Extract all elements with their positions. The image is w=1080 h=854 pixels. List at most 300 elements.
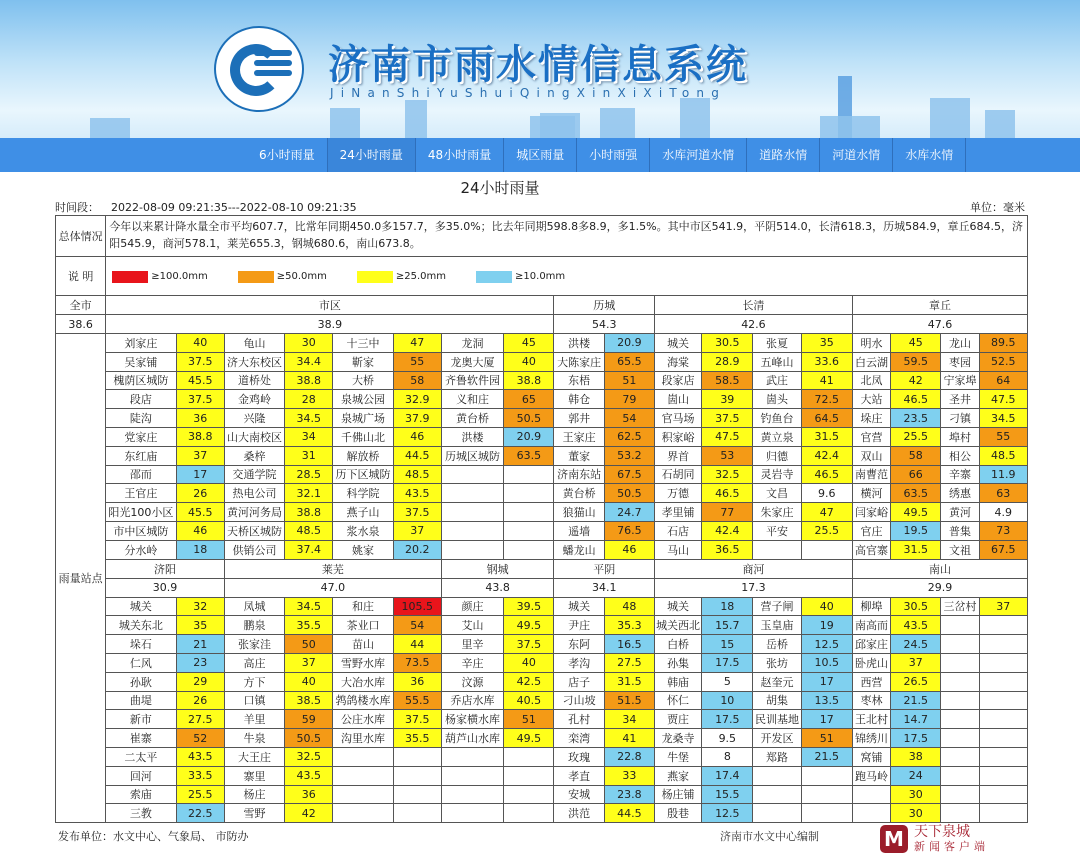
station-name xyxy=(941,616,979,635)
station-name: 崮头 xyxy=(753,390,801,409)
station-name: 东红庙 xyxy=(106,446,176,465)
station-name: 颜庄 xyxy=(441,597,503,616)
station-name: 槐荫区城防 xyxy=(106,371,176,390)
station-name: 牛堡 xyxy=(654,747,701,766)
station-name: 北凤 xyxy=(852,371,890,390)
rainfall-value: 42 xyxy=(285,804,333,823)
station-name: 燕子山 xyxy=(333,503,393,522)
station-name: 刁镇 xyxy=(941,409,979,428)
station-name: 孙耿 xyxy=(106,672,176,691)
station-name: 韩仓 xyxy=(554,390,604,409)
station-name xyxy=(441,766,503,785)
region-name: 南山 xyxy=(852,559,1027,578)
rainfall-value: 15.5 xyxy=(702,785,753,804)
rainfall-value: 25.5 xyxy=(176,785,224,804)
station-name: 普集 xyxy=(941,521,979,540)
rainfall-value xyxy=(504,540,554,559)
station-name: 鹏泉 xyxy=(224,616,284,635)
rainfall-value: 44.5 xyxy=(393,446,441,465)
station-name: 辛寨 xyxy=(941,465,979,484)
rainfall-value: 59.5 xyxy=(891,352,941,371)
rainfall-value: 28 xyxy=(285,390,333,409)
rainfall-value: 52.5 xyxy=(979,352,1027,371)
region-avg: 38.9 xyxy=(106,315,554,334)
rainfall-value: 46.5 xyxy=(891,390,941,409)
rainfall-value xyxy=(979,635,1027,654)
page-title: 24小时雨量 xyxy=(460,179,540,197)
station-name: 洪楼 xyxy=(441,427,503,446)
nav-tab[interactable]: 河道水情 xyxy=(820,138,893,172)
rainfall-value: 30 xyxy=(891,785,941,804)
rainfall-value: 30.5 xyxy=(891,597,941,616)
rainfall-value: 42.5 xyxy=(504,672,554,691)
rainfall-value: 38 xyxy=(891,747,941,766)
station-name: 洪楼 xyxy=(554,334,604,353)
table-row xyxy=(56,616,1028,635)
station-name: 邱家庄 xyxy=(852,635,890,654)
rainfall-value xyxy=(979,785,1027,804)
rainfall-value: 53.2 xyxy=(604,446,654,465)
rainfall-value: 30.5 xyxy=(702,334,753,353)
station-name: 党家庄 xyxy=(106,427,176,446)
station-name: 段家店 xyxy=(654,371,701,390)
station-name: 辛庄 xyxy=(441,653,503,672)
rainfall-value: 53 xyxy=(702,446,753,465)
legend-label-item: ≥25.0mm xyxy=(395,271,447,282)
station-name: 城关 xyxy=(554,597,604,616)
rainfall-value xyxy=(979,766,1027,785)
station-name: 埠村 xyxy=(941,427,979,446)
station-name: 黄河河务局 xyxy=(224,503,284,522)
table-row xyxy=(56,540,1028,559)
station-name xyxy=(941,804,979,823)
skyline-decoration xyxy=(930,98,970,138)
rainfall-value: 24.7 xyxy=(604,503,654,522)
nav-tab[interactable]: 城区雨量 xyxy=(504,138,577,172)
station-name: 姚家 xyxy=(333,540,393,559)
station-name: 锦绣川 xyxy=(852,729,890,748)
station-name: 二太平 xyxy=(106,747,176,766)
rainfall-value: 47.5 xyxy=(979,390,1027,409)
station-name: 文昌 xyxy=(753,484,801,503)
rainfall-value: 48.5 xyxy=(393,465,441,484)
region-avg: 43.8 xyxy=(441,578,554,597)
rainfall-value: 65 xyxy=(504,390,554,409)
rainfall-value: 17.5 xyxy=(702,653,753,672)
station-name: 公庄水库 xyxy=(333,710,393,729)
rainfall-value: 24.5 xyxy=(891,635,941,654)
station-label: 雨量站点 xyxy=(56,334,106,823)
rainfall-value: 16.5 xyxy=(604,635,654,654)
station-name: 万德 xyxy=(654,484,701,503)
station-name xyxy=(441,785,503,804)
rainfall-value: 63.5 xyxy=(504,446,554,465)
rainfall-value: 63 xyxy=(979,484,1027,503)
table-row xyxy=(56,409,1028,428)
station-name: 大站 xyxy=(852,390,890,409)
station-name: 大陈家庄 xyxy=(554,352,604,371)
table-row xyxy=(56,521,1028,540)
skyline-decoration xyxy=(540,113,580,138)
station-name: 仁风 xyxy=(106,653,176,672)
china-hydrology-logo xyxy=(214,26,304,112)
region-avg: 47.0 xyxy=(224,578,441,597)
rainfall-value: 46 xyxy=(176,521,224,540)
station-name: 金鸡岭 xyxy=(224,390,284,409)
table-row xyxy=(56,766,1028,785)
rainfall-value xyxy=(504,766,554,785)
city-avg: 38.6 xyxy=(56,315,106,334)
station-name: 闫家峪 xyxy=(852,503,890,522)
table-row xyxy=(56,635,1028,654)
rainfall-value: 50.5 xyxy=(604,484,654,503)
table-row xyxy=(56,390,1028,409)
legend-swatch xyxy=(357,271,393,283)
table-row xyxy=(56,427,1028,446)
station-name: 安城 xyxy=(554,785,604,804)
rainfall-value xyxy=(979,653,1027,672)
station-name: 泉城广场 xyxy=(333,409,393,428)
rainfall-value: 24 xyxy=(891,766,941,785)
footer-publisher: 发布单位：水文中心、气象局、 市防办 xyxy=(58,830,249,843)
rainfall-value: 38.8 xyxy=(285,371,333,390)
rainfall-table xyxy=(55,215,1028,823)
rainfall-value: 55.5 xyxy=(393,691,441,710)
rainfall-value: 47.5 xyxy=(702,427,753,446)
rainfall-value: 32.9 xyxy=(393,390,441,409)
table-row xyxy=(56,484,1028,503)
nav-tab[interactable]: 水库河道水情 xyxy=(650,138,747,172)
station-name: 孝直 xyxy=(554,766,604,785)
station-name: 城关 xyxy=(654,334,701,353)
station-name: 界首 xyxy=(654,446,701,465)
station-name: 阳光100小区 xyxy=(106,503,176,522)
station-name: 苗山 xyxy=(333,635,393,654)
station-name xyxy=(941,672,979,691)
rainfall-value: 58 xyxy=(393,371,441,390)
station-name: 柳埠 xyxy=(852,597,890,616)
station-name xyxy=(441,503,503,522)
rainfall-value: 79 xyxy=(604,390,654,409)
station-name: 孔村 xyxy=(554,710,604,729)
station-name: 文祖 xyxy=(941,540,979,559)
rainfall-value: 62.5 xyxy=(604,427,654,446)
station-name: 杨庄铺 xyxy=(654,785,701,804)
station-name: 供销公司 xyxy=(224,540,284,559)
rainfall-value: 17.5 xyxy=(702,710,753,729)
rainfall-value: 30 xyxy=(285,334,333,353)
rainfall-value: 46 xyxy=(604,540,654,559)
station-name: 白云湖 xyxy=(852,352,890,371)
rainfall-value: 48 xyxy=(604,597,654,616)
rainfall-value: 12.5 xyxy=(702,804,753,823)
station-name xyxy=(441,465,503,484)
nav-tab[interactable]: 24小时雨量 xyxy=(328,138,416,172)
station-name: 崔寨 xyxy=(106,729,176,748)
station-name: 燕家 xyxy=(654,766,701,785)
region-name: 市区 xyxy=(106,296,554,315)
station-name: 积家峪 xyxy=(654,427,701,446)
station-name: 官庄 xyxy=(852,521,890,540)
nav-tab[interactable]: 小时雨强 xyxy=(577,138,650,172)
station-name: 王官庄 xyxy=(106,484,176,503)
table-row xyxy=(56,446,1028,465)
station-name: 刁山坡 xyxy=(554,691,604,710)
station-name: 索庙 xyxy=(106,785,176,804)
legend-swatch xyxy=(476,271,512,283)
rainfall-value: 34.5 xyxy=(285,597,333,616)
station-name: 寨里 xyxy=(224,766,284,785)
rainfall-value: 55 xyxy=(393,352,441,371)
rainfall-value: 51 xyxy=(604,371,654,390)
region-name: 莱芜 xyxy=(224,559,441,578)
rainfall-value: 40 xyxy=(504,352,554,371)
station-name: 灵岩寺 xyxy=(753,465,801,484)
station-name: 董家 xyxy=(554,446,604,465)
station-name: 济南东站 xyxy=(554,465,604,484)
rainfall-value xyxy=(979,747,1027,766)
rainfall-value: 72.5 xyxy=(801,390,852,409)
station-name: 垛庄 xyxy=(852,409,890,428)
legend-swatch xyxy=(238,271,274,283)
rainfall-value: 35.3 xyxy=(604,616,654,635)
nav-tab[interactable]: 6小时雨量 xyxy=(247,138,328,172)
rainfall-value: 32.5 xyxy=(285,747,333,766)
rainfall-value: 51.5 xyxy=(604,691,654,710)
rainfall-value: 22.8 xyxy=(604,747,654,766)
station-name: 大桥 xyxy=(333,371,393,390)
header-banner xyxy=(0,0,1080,138)
station-name xyxy=(941,710,979,729)
rainfall-value: 59 xyxy=(285,710,333,729)
station-name: 乔店水库 xyxy=(441,691,503,710)
table-row xyxy=(56,371,1028,390)
legend-swatch xyxy=(112,271,148,283)
station-name: 枣园 xyxy=(941,352,979,371)
rainfall-value: 37.5 xyxy=(393,710,441,729)
station-name: 靳家 xyxy=(333,352,393,371)
station-name: 道桥处 xyxy=(224,371,284,390)
rainfall-value: 44.5 xyxy=(604,804,654,823)
station-name: 三教 xyxy=(106,804,176,823)
station-name: 龙山 xyxy=(941,334,979,353)
station-name: 张夏 xyxy=(753,334,801,353)
rainfall-value: 38.8 xyxy=(176,427,224,446)
station-name: 开发区 xyxy=(753,729,801,748)
station-name: 玫瑰 xyxy=(554,747,604,766)
period-label: 时间段： xyxy=(55,201,99,214)
rainfall-value xyxy=(504,465,554,484)
rainfall-value: 28.9 xyxy=(702,352,753,371)
legend-label-item: ≥100.0mm xyxy=(151,271,208,282)
station-name: 南高而 xyxy=(852,616,890,635)
main-nav xyxy=(0,138,1080,172)
rainfall-value: 23.5 xyxy=(891,409,941,428)
table-row xyxy=(56,710,1028,729)
station-name: 浆水泉 xyxy=(333,521,393,540)
period-value: 2022-08-09 09:21:35---2022-08-10 09:21:35 xyxy=(111,201,357,214)
station-name xyxy=(333,766,393,785)
rainfall-value: 34.5 xyxy=(285,409,333,428)
rainfall-value: 73 xyxy=(979,521,1027,540)
station-name: 回河 xyxy=(106,766,176,785)
station-name: 高庄 xyxy=(224,653,284,672)
station-name: 贾庄 xyxy=(654,710,701,729)
region-name: 济阳 xyxy=(106,559,225,578)
rainfall-value: 34.5 xyxy=(979,409,1027,428)
nav-tab[interactable]: 水库水情 xyxy=(893,138,966,172)
station-name xyxy=(753,785,801,804)
rainfall-value: 17 xyxy=(801,710,852,729)
rainfall-value: 14.7 xyxy=(891,710,941,729)
rainfall-value: 19 xyxy=(801,616,852,635)
table-row xyxy=(56,465,1028,484)
rainfall-value: 41 xyxy=(801,371,852,390)
rainfall-value: 37.4 xyxy=(285,540,333,559)
station-name: 龙桑寺 xyxy=(654,729,701,748)
rainfall-value: 20.2 xyxy=(393,540,441,559)
region-name: 平阴 xyxy=(554,559,655,578)
skyline-decoration xyxy=(985,110,1015,138)
legend-label-item: ≥10.0mm xyxy=(515,271,566,282)
station-name: 桑梓 xyxy=(224,446,284,465)
rainfall-value xyxy=(801,804,852,823)
rainfall-value: 29 xyxy=(176,672,224,691)
rainfall-value: 10.5 xyxy=(801,653,852,672)
skyline-decoration xyxy=(90,118,130,138)
rainfall-value xyxy=(504,785,554,804)
region-avg: 54.3 xyxy=(554,315,655,334)
rainfall-value xyxy=(979,672,1027,691)
time-period xyxy=(55,199,357,215)
station-name: 杨家横水库 xyxy=(441,710,503,729)
rainfall-value: 46.5 xyxy=(801,465,852,484)
rainfall-value: 15 xyxy=(702,635,753,654)
station-name: 黄台桥 xyxy=(554,484,604,503)
rainfall-value: 54 xyxy=(393,616,441,635)
rainfall-value: 32.5 xyxy=(702,465,753,484)
rainfall-value: 48.5 xyxy=(285,521,333,540)
station-name: 齐鲁软件园 xyxy=(441,371,503,390)
rainfall-value: 50.5 xyxy=(504,409,554,428)
rainfall-value: 34 xyxy=(604,710,654,729)
rainfall-value: 31.5 xyxy=(891,540,941,559)
rainfall-value: 36 xyxy=(176,409,224,428)
rainfall-value: 38.5 xyxy=(285,691,333,710)
rainfall-value: 25.5 xyxy=(801,521,852,540)
rainfall-value xyxy=(801,766,852,785)
rainfall-value: 17.4 xyxy=(702,766,753,785)
rainfall-value: 31.5 xyxy=(604,672,654,691)
station-name xyxy=(941,766,979,785)
station-name: 东梧 xyxy=(554,371,604,390)
rainfall-value: 76.5 xyxy=(604,521,654,540)
station-name: 城关东北 xyxy=(106,616,176,635)
station-name xyxy=(441,540,503,559)
station-name: 凤城 xyxy=(224,597,284,616)
station-name: 营子闸 xyxy=(753,597,801,616)
station-name: 山大南校区 xyxy=(224,427,284,446)
watermark-logo xyxy=(880,825,1080,854)
rainfall-value: 25.5 xyxy=(891,427,941,446)
station-name: 胡集 xyxy=(753,691,801,710)
station-name: 垛石 xyxy=(106,635,176,654)
station-name: 玉皇庙 xyxy=(753,616,801,635)
station-name: 狼猫山 xyxy=(554,503,604,522)
rainfall-value: 37 xyxy=(979,597,1027,616)
station-name: 跑马岭 xyxy=(852,766,890,785)
station-name xyxy=(941,691,979,710)
station-name: 热电公司 xyxy=(224,484,284,503)
table-row xyxy=(56,653,1028,672)
rainfall-value: 26 xyxy=(176,691,224,710)
station-name xyxy=(753,766,801,785)
station-name: 双山 xyxy=(852,446,890,465)
rainfall-value xyxy=(801,540,852,559)
nav-tab[interactable]: 道路水情 xyxy=(747,138,820,172)
rainfall-value xyxy=(393,766,441,785)
table-row xyxy=(56,503,1028,522)
station-name xyxy=(941,747,979,766)
station-name: 石胡同 xyxy=(654,465,701,484)
rainfall-value xyxy=(393,804,441,823)
station-name: 三岔村 xyxy=(941,597,979,616)
station-name: 官马场 xyxy=(654,409,701,428)
rainfall-value: 35 xyxy=(176,616,224,635)
rainfall-value: 36.5 xyxy=(702,540,753,559)
nav-tab[interactable]: 48小时雨量 xyxy=(416,138,504,172)
rainfall-value xyxy=(979,691,1027,710)
station-name: 高官寨 xyxy=(852,540,890,559)
footer-compiler: 济南市水文中心编制 xyxy=(720,830,819,843)
station-name: 杨庄 xyxy=(224,785,284,804)
top-avg-row xyxy=(56,315,1028,334)
skyline-decoration xyxy=(330,108,360,138)
rainfall-value: 33 xyxy=(604,766,654,785)
rainfall-value: 37 xyxy=(891,653,941,672)
rainfall-value: 27.5 xyxy=(604,653,654,672)
rainfall-value: 40.5 xyxy=(504,691,554,710)
watermark-sub: 新闻客户端 xyxy=(914,840,989,853)
station-name: 蟠龙山 xyxy=(554,540,604,559)
region-avg: 42.6 xyxy=(654,315,852,334)
rainfall-value: 44 xyxy=(393,635,441,654)
station-name xyxy=(441,521,503,540)
station-name xyxy=(333,804,393,823)
station-name: 口镇 xyxy=(224,691,284,710)
station-name: 窝铺 xyxy=(852,747,890,766)
rainfall-value: 50.5 xyxy=(285,729,333,748)
station-name: 羊里 xyxy=(224,710,284,729)
legend-label: 说 明 xyxy=(56,257,106,296)
rainfall-value: 38.8 xyxy=(285,503,333,522)
skyline-decoration xyxy=(600,108,635,138)
rainfall-value xyxy=(504,521,554,540)
station-name xyxy=(941,729,979,748)
rainfall-value: 17.5 xyxy=(891,729,941,748)
rainfall-value: 42.4 xyxy=(801,446,852,465)
station-name: 王家庄 xyxy=(554,427,604,446)
station-name: 孝里铺 xyxy=(654,503,701,522)
station-name: 遥墙 xyxy=(554,521,604,540)
station-name: 和庄 xyxy=(333,597,393,616)
station-name: 张坊 xyxy=(753,653,801,672)
region-name: 钢城 xyxy=(441,559,554,578)
rainfall-value: 17 xyxy=(176,465,224,484)
legend-label-item: ≥50.0mm xyxy=(276,271,327,282)
rainfall-value: 43.5 xyxy=(176,747,224,766)
station-name: 曲堤 xyxy=(106,691,176,710)
